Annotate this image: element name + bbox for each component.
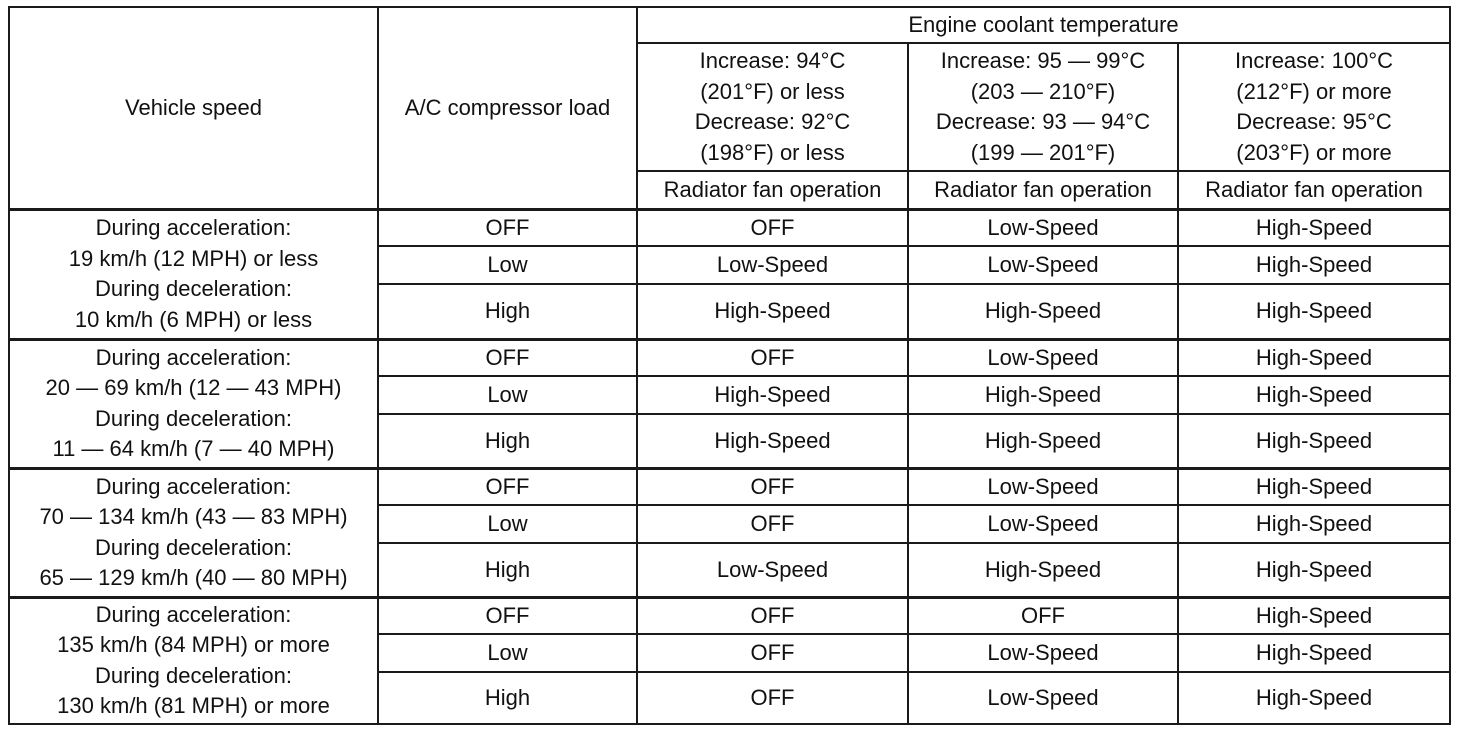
fan-operation-cell: High-Speed bbox=[1178, 672, 1450, 724]
compressor-load-cell: High bbox=[378, 543, 637, 597]
fan-operation-cell: High-Speed bbox=[908, 376, 1178, 414]
speed-line: During acceleration: bbox=[95, 215, 292, 240]
compressor-load-cell: Low bbox=[378, 376, 637, 414]
fan-operation-cell: Low-Speed bbox=[908, 246, 1178, 284]
speed-line: During acceleration: bbox=[95, 344, 292, 370]
range-line: (203°F) or more bbox=[1236, 139, 1392, 165]
vehicle-speed-header: Vehicle speed bbox=[9, 7, 378, 209]
table-row bbox=[9, 209, 1450, 246]
speed-line: 65 — 129 km/h (40 — 80 MPH) bbox=[39, 565, 348, 590]
fan-operation-header: Radiator fan operation bbox=[908, 171, 1178, 209]
speed-line: During deceleration: bbox=[95, 405, 292, 431]
fan-operation-cell: High-Speed bbox=[637, 376, 908, 414]
fan-operation-cell: Low-Speed bbox=[908, 505, 1178, 543]
speed-line: During deceleration: bbox=[95, 534, 292, 560]
temperature-range-mid bbox=[908, 43, 1178, 171]
fan-operation-cell: Low-Speed bbox=[908, 468, 1178, 505]
temperature-range-high bbox=[1178, 43, 1450, 171]
fan-operation-cell: High-Speed bbox=[1178, 634, 1450, 672]
speed-line: 130 km/h (81 MPH) or more bbox=[57, 693, 330, 719]
vehicle-speed-condition bbox=[9, 597, 378, 724]
compressor-load-cell: Low bbox=[378, 634, 637, 672]
header-row-1 bbox=[9, 7, 1450, 43]
fan-operation-cell: High-Speed bbox=[1178, 543, 1450, 597]
compressor-load-cell: High bbox=[378, 284, 637, 339]
speed-line: 70 — 134 km/h (43 — 83 MPH) bbox=[39, 504, 348, 529]
fan-operation-header: Radiator fan operation bbox=[1178, 171, 1450, 209]
range-line: Increase: 94°C bbox=[699, 48, 846, 73]
fan-operation-cell: Low-Speed bbox=[637, 246, 908, 284]
range-line: (203 — 210°F) bbox=[970, 78, 1116, 104]
table-row bbox=[9, 468, 1450, 505]
fan-operation-cell: High-Speed bbox=[1178, 414, 1450, 468]
compressor-load-cell: Low bbox=[378, 505, 637, 543]
fan-operation-cell: Low-Speed bbox=[908, 339, 1178, 376]
fan-operation-cell: OFF bbox=[637, 597, 908, 634]
fan-operation-cell: High-Speed bbox=[1178, 468, 1450, 505]
fan-operation-cell: OFF bbox=[908, 597, 1178, 634]
fan-operation-cell: Low-Speed bbox=[637, 543, 908, 597]
compressor-load-cell: Low bbox=[378, 246, 637, 284]
fan-operation-cell: Low-Speed bbox=[908, 672, 1178, 724]
ac-compressor-load-header: A/C compressor load bbox=[378, 7, 637, 209]
fan-operation-cell: OFF bbox=[637, 672, 908, 724]
fan-operation-cell: Low-Speed bbox=[908, 634, 1178, 672]
fan-operation-cell: OFF bbox=[637, 634, 908, 672]
fan-operation-cell: High-Speed bbox=[1178, 505, 1450, 543]
range-line: (201°F) or less bbox=[700, 78, 845, 104]
speed-line: 19 km/h (12 MPH) or less bbox=[68, 245, 319, 271]
fan-operation-cell: High-Speed bbox=[908, 543, 1178, 597]
temperature-range-low bbox=[637, 43, 908, 171]
engine-coolant-temperature-header: Engine coolant temperature bbox=[637, 7, 1450, 43]
fan-operation-cell: OFF bbox=[637, 468, 908, 505]
range-line: Decrease: 93 — 94°C bbox=[935, 109, 1151, 134]
speed-line: 11 — 64 km/h (7 — 40 MPH) bbox=[52, 436, 335, 461]
range-line: (212°F) or more bbox=[1236, 78, 1392, 104]
range-line: Increase: 95 — 99°C bbox=[940, 48, 1146, 73]
fan-operation-cell: High-Speed bbox=[908, 284, 1178, 339]
fan-operation-cell: OFF bbox=[637, 505, 908, 543]
fan-operation-cell: High-Speed bbox=[1178, 597, 1450, 634]
speed-line: During acceleration: bbox=[95, 601, 292, 627]
range-line: (198°F) or less bbox=[700, 139, 845, 165]
speed-line: During deceleration: bbox=[95, 276, 292, 301]
speed-line: 10 km/h (6 MPH) or less bbox=[74, 306, 313, 332]
fan-operation-cell: OFF bbox=[637, 339, 908, 376]
table-row bbox=[9, 339, 1450, 376]
range-line: Decrease: 95°C bbox=[1236, 109, 1392, 134]
speed-line: During deceleration: bbox=[95, 662, 292, 688]
speed-line: 20 — 69 km/h (12 — 43 MPH) bbox=[45, 375, 342, 400]
fan-operation-cell: OFF bbox=[637, 209, 908, 246]
radiator-fan-operation-table bbox=[8, 6, 1451, 725]
compressor-load-cell: OFF bbox=[378, 209, 637, 246]
range-line: Decrease: 92°C bbox=[694, 109, 851, 134]
speed-line: 135 km/h (84 MPH) or more bbox=[57, 632, 330, 658]
fan-operation-cell: High-Speed bbox=[1178, 339, 1450, 376]
compressor-load-cell: OFF bbox=[378, 339, 637, 376]
vehicle-speed-condition bbox=[9, 339, 378, 468]
compressor-load-cell: OFF bbox=[378, 468, 637, 505]
compressor-load-cell: OFF bbox=[378, 597, 637, 634]
range-line: (199 — 201°F) bbox=[970, 139, 1116, 165]
fan-operation-cell: Low-Speed bbox=[908, 209, 1178, 246]
vehicle-speed-condition bbox=[9, 209, 378, 339]
speed-line: During acceleration: bbox=[95, 473, 292, 499]
vehicle-speed-condition bbox=[9, 468, 378, 597]
fan-operation-header: Radiator fan operation bbox=[637, 171, 908, 209]
range-line: Increase: 100°C bbox=[1235, 48, 1394, 73]
compressor-load-cell: High bbox=[378, 414, 637, 468]
fan-operation-cell: High-Speed bbox=[908, 414, 1178, 468]
table-row bbox=[9, 597, 1450, 634]
fan-operation-cell: High-Speed bbox=[1178, 246, 1450, 284]
fan-operation-cell: High-Speed bbox=[1178, 284, 1450, 339]
fan-operation-cell: High-Speed bbox=[1178, 376, 1450, 414]
fan-operation-cell: High-Speed bbox=[637, 414, 908, 468]
fan-operation-cell: High-Speed bbox=[637, 284, 908, 339]
fan-operation-cell: High-Speed bbox=[1178, 209, 1450, 246]
compressor-load-cell: High bbox=[378, 672, 637, 724]
